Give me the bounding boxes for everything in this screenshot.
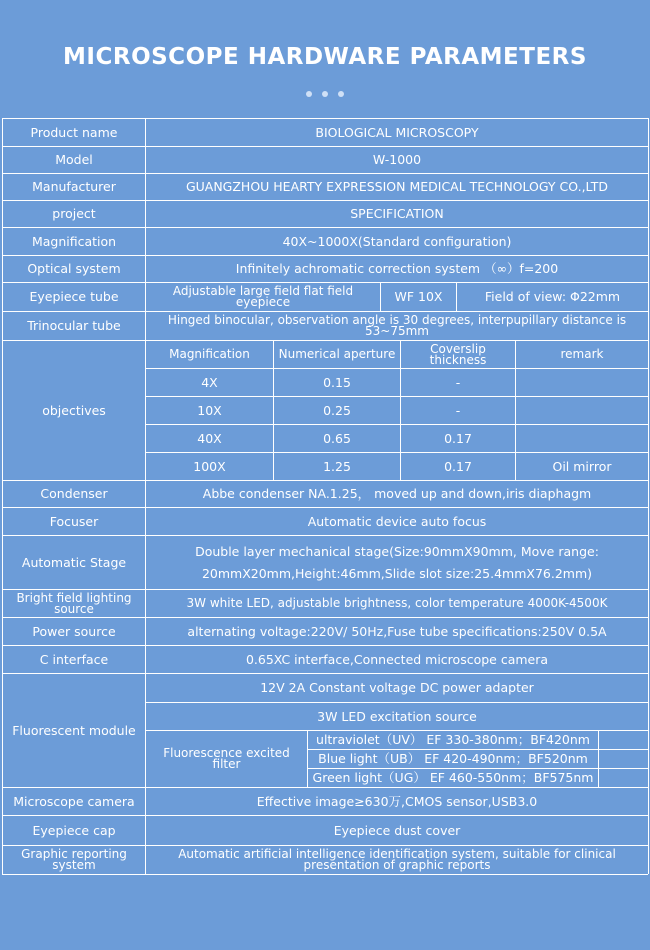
objectives-cell: - [455, 402, 461, 418]
condenser-label: Condenser [40, 486, 108, 501]
eyepiece-tube-label: Eyepiece tube [29, 289, 119, 304]
condenser-value: Abbe condenser NA.1.25， moved up and down,iris diaphagm [202, 486, 592, 501]
automatic-stage-label: Automatic Stage [21, 554, 127, 570]
power-source-label: Power source [32, 623, 116, 639]
model-value: W-1000 [372, 152, 422, 167]
objectives-cell: 0.17 [444, 458, 472, 474]
project-label: project [52, 206, 96, 221]
objectives-cell: 100X [193, 458, 226, 474]
fluorescent-source-value: 3W LED excitation source [317, 708, 477, 724]
microscope-camera-value: Effective image≥630万,CMOS sensor,USB3.0 [256, 793, 538, 809]
dot-icon [338, 91, 344, 97]
fluorescent-power-value: 12V 2A Constant voltage DC power adapter [260, 680, 534, 695]
fluorescent-filter-item: ultraviolet（UV） EF 330-380nm；BF420nm [316, 732, 590, 747]
grid-line [2, 787, 648, 788]
objectives-cell: 0.65 [323, 430, 351, 446]
grid-line [2, 815, 648, 816]
automatic-stage-value: Double layer mechanical stage(Size:90mmX90mm, Move range: 20mmX20mm,Height:46mm,Slide slot size:25.4mmX76.2mm) [195, 543, 599, 581]
dot-icon [322, 91, 328, 97]
objectives-header: remark [560, 347, 604, 361]
optical-system-label: Optical system [27, 261, 121, 276]
grid-line [2, 845, 648, 846]
objectives-cell [516, 425, 648, 452]
bright-field-label: Bright field lighting source [16, 590, 132, 616]
magnification-value: 40X~1000X(Standard configuration) [282, 233, 512, 249]
grid-line [648, 118, 649, 874]
eyepiece-cap-value: Eyepiece dust cover [333, 822, 461, 838]
graphic-reporting-label: Graphic reporting system [21, 847, 127, 872]
eyepiece-cap-label: Eyepiece cap [32, 822, 116, 838]
trinocular-tube-label: Trinocular tube [27, 318, 121, 333]
objectives-cell [516, 369, 648, 396]
objectives-cell: 0.17 [444, 430, 472, 446]
page-title: MICROSCOPE HARDWARE PARAMETERS [63, 44, 587, 70]
c-interface-label: C interface [39, 651, 109, 667]
product-name-value: BIOLOGICAL MICROSCOPY [315, 124, 479, 140]
objectives-cell: Oil mirror [552, 458, 612, 474]
eyepiece-tube-field: Field of view: Φ22mm [484, 289, 621, 304]
bright-field-value: 3W white LED, adjustable brightness, color temperature 4000K-4500K [186, 596, 608, 610]
objectives-cell: 40X [197, 430, 222, 446]
project-value: SPECIFICATION [350, 206, 444, 221]
objectives-cell: 0.25 [323, 402, 351, 418]
objectives-cell: 4X [201, 374, 218, 390]
objectives-header: Magnification [169, 347, 250, 361]
optical-system-value: Infinitely achromatic correction system （∞）f=200 [235, 261, 559, 276]
objectives-header: Numerical aperture [278, 347, 396, 361]
objectives-header: Coverslip thickness [429, 341, 487, 367]
fluorescent-filter-label: Fluorescence excited filter [163, 746, 290, 771]
eyepiece-tube-type: WF 10X [394, 289, 443, 304]
objectives-cell: 1.25 [323, 458, 351, 474]
objectives-cell: - [455, 374, 461, 390]
trinocular-tube-value: Hinged binocular, observation angle is 30 degrees, interpupillary distance is 53~75mm [167, 313, 627, 338]
grid-line [598, 730, 599, 787]
product-name-label: Product name [30, 124, 118, 140]
eyepiece-tube-value: Adjustable large field flat field eyepiece [172, 284, 354, 309]
fluorescent-module-label: Fluorescent module [12, 722, 136, 738]
objectives-label: objectives [42, 402, 106, 418]
fluorescent-filter-item: Blue light（UB） EF 420-490nm；BF520nm [318, 751, 588, 766]
objectives-cell: 10X [197, 402, 222, 418]
objectives-cell: 0.15 [323, 374, 351, 390]
graphic-reporting-value: Automatic artificial intelligence identification system, suitable for clinical presentation of graphic reports [178, 847, 616, 872]
microscope-camera-label: Microscope camera [13, 793, 135, 809]
model-label: Model [55, 152, 93, 167]
objectives-cell [516, 397, 648, 424]
focuser-label: Focuser [49, 513, 99, 529]
grid-line [2, 874, 648, 875]
magnification-label: Magnification [31, 233, 117, 249]
manufacturer-value: GUANGZHOU HEARTY EXPRESSION MEDICAL TECHNOLOGY CO.,LTD [185, 179, 609, 194]
power-source-value: alternating voltage:220V/ 50Hz,Fuse tube specifications:250V 0.5A [187, 623, 607, 639]
title-dots [0, 82, 650, 101]
manufacturer-label: Manufacturer [32, 179, 116, 194]
fluorescent-filter-item: Green light（UG） EF 460-550nm；BF575nm [312, 770, 594, 785]
focuser-value: Automatic device auto focus [307, 513, 487, 529]
dot-icon [306, 91, 312, 97]
c-interface-value: 0.65XC interface,Connected microscope camera [245, 651, 549, 667]
